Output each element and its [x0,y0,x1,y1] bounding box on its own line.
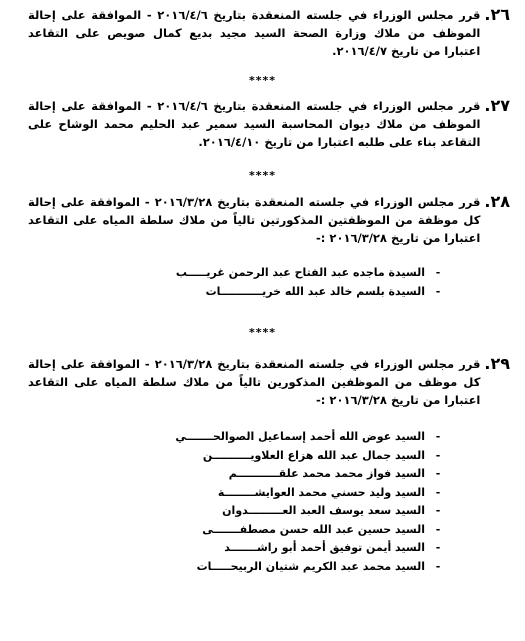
retiree-name: السيد أيمن توفيق أحمد أبو راشـــــــد [224,541,425,554]
separator: **** [248,326,276,339]
item-number: ٢٧. [484,96,510,115]
list-item [176,264,445,283]
list-item [175,539,445,558]
list-item [175,465,445,484]
retiree-name: السيد فواز محمد محمد علقـــــــــــم [228,467,425,480]
list-item [175,428,445,447]
item-text: قرر مجلس الوزراء في جلسته المنعقدة بتاريخ ٢٠١٦/٤/٦ - الموافقة على إحالة الموظف من ملاك ديوان المحاسبة السيد سمير عبد الحليم محمد الوشاح على التقاعد بناء على طلبه اعتبارا من تاريخ ٢٠١٦/٤/١٠. [28,99,481,149]
retiree-name: السيد وليد حسني محمد العوايشــــــــة [217,485,425,499]
list-item [175,484,445,503]
item-number: ٢٩. [484,354,510,373]
list-dash: - [435,541,441,554]
list-dash: - [435,485,441,499]
item-text: قرر مجلس الوزراء في جلسته المنعقدة بتاريخ ٢٠١٦/٣/٢٨ - الموافقة على إحالة كل موظفة من الموظفتين المذكورتين تالياً من ملاك سلطة المياه على التقاعد اعتبارا من تاريخ ٢٠١٦/٣/٢٨ :- [28,195,481,245]
list-dash: - [435,430,441,443]
list-dash: - [435,284,441,298]
list-item [176,283,445,302]
list-dash: - [435,448,441,462]
list-dash: - [435,504,441,517]
decision-item-28 [28,193,510,247]
retiree-name: السيد محمد عبد الكريم شتيان الربيحـــــات [196,559,425,573]
item-text: قرر مجلس الوزراء في جلسته المنعقدة بتاريخ ٢٠١٦/٣/٢٨ - الموافقة على إحالة كل موظف من الموظفين المذكورين تالياً من ملاك سلطة المياه على التقاعد اعتبارا من تاريخ ٢٠١٦/٣/٢٨ :- [28,357,481,407]
decision-item-27 [28,97,510,151]
item-number: ٢٦. [484,5,510,24]
item-text: قرر مجلس الوزراء في جلسته المنعقدة بتاريخ ٢٠١٦/٤/٦ - الموافقة على إحالة الموظف من ملاك وزارة الصحة السيد مجيد بديع كمال صويص على التقاعد اعتبارا من تاريخ ٢٠١٦/٤/٧. [28,8,481,58]
retirees-list-28 [176,264,445,301]
list-dash: - [435,266,441,279]
separator: **** [248,74,276,87]
list-dash: - [435,559,441,573]
list-item [175,558,445,577]
item-number: ٢٨. [484,192,510,211]
retiree-name: السيد عوض الله أحمد إسماعيل الصوالحـــــــي [175,430,425,443]
list-item [175,502,445,521]
retiree-name: السيدة ماجده عبد الفتاح عبد الرحمن غريـــــب [175,266,425,279]
retiree-name: السيدة بلسم خالد عبد الله خريـــــــــــات [205,284,425,298]
list-dash: - [435,522,441,536]
separator: **** [248,169,276,182]
decision-item-26 [28,6,510,60]
retiree-name: السيد حسين عبد الله حسن مصطفـــــــى [202,522,425,536]
list-dash: - [435,467,441,480]
list-item [175,447,445,466]
retiree-name: السيد سعد يوسف العبد العـــــــــدوان [222,504,425,517]
list-item [175,521,445,540]
retiree-name: السيد جمال عبد الله هزاع العلاويــــــــــن [202,448,425,462]
retirees-list-29 [175,428,445,576]
decision-item-29 [28,355,510,409]
